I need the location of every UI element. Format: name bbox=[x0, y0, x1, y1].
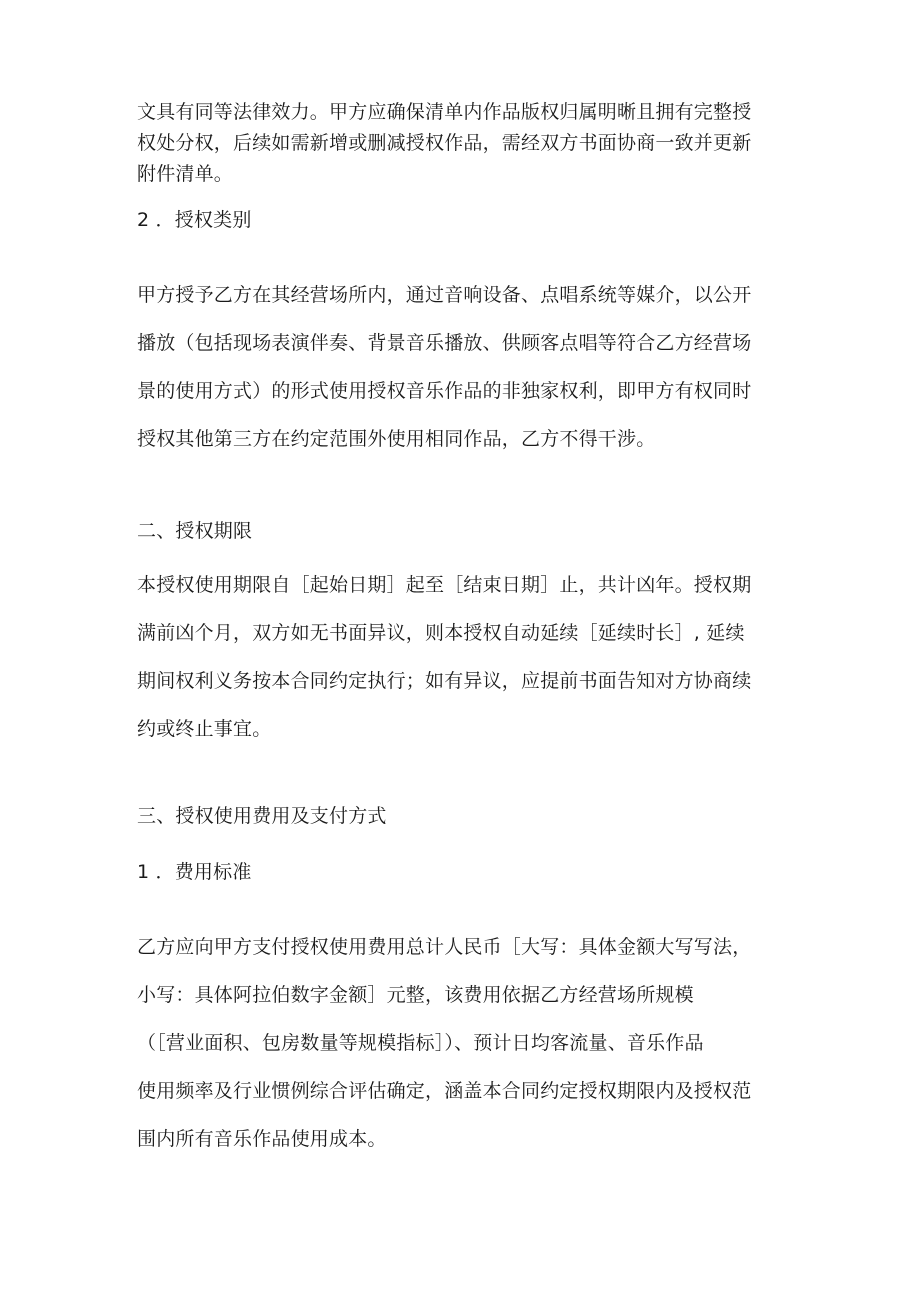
subheading-fee-standard: 1 ．费用标准 bbox=[137, 861, 252, 883]
text-line: （［营业面积、包房数量等规模指标］）、预计日均客流量、音乐作品 bbox=[137, 1032, 704, 1054]
paragraph-authorization-type bbox=[137, 271, 787, 463]
text-line: 权处分权，后续如需新增或删减授权作品，需经双方书面协商一致并更新 bbox=[137, 132, 752, 154]
section-title-fees-and-payment: 三、授权使用费用及支付方式 bbox=[137, 805, 387, 827]
text-line: 期间权利义务按本合同约定执行；如有异议，应提前书面告知对方协商续 bbox=[137, 670, 752, 692]
paragraph-continued bbox=[137, 97, 787, 190]
text-line: 播放（包括现场表演伴奏、背景音乐播放、供顾客点唱等符合乙方经营场 bbox=[137, 332, 752, 354]
text-line: 乙方应向甲方支付授权使用费用总计人民币［大写：具体金额大写写法， bbox=[137, 936, 752, 958]
subheading-authorization-type: 2 ．授权类别 bbox=[137, 209, 252, 231]
text-line: 景的使用方式）的形式使用授权音乐作品的非独家权利，即甲方有权同时 bbox=[137, 380, 752, 402]
text-line: 附件清单。 bbox=[137, 163, 234, 185]
text-line: 授权其他第三方在约定范围外使用相同作品，乙方不得干涉。 bbox=[137, 428, 656, 450]
text-line: 本授权使用期限自［起始日期］起至［结束日期］止，共计凶年。授权期 bbox=[137, 574, 752, 596]
text-line: 满前凶个月，双方如无书面异议，则本授权自动延续［延续时长］, 延续 bbox=[137, 622, 745, 644]
text-line: 围内所有音乐作品使用成本。 bbox=[137, 1128, 387, 1150]
text-line: 使用频率及行业惯例综合评估确定，涵盖本合同约定授权期限内及授权范 bbox=[137, 1080, 752, 1102]
paragraph-fee-standard bbox=[137, 923, 787, 1163]
section-title-authorization-term: 二、授权期限 bbox=[137, 520, 253, 542]
text-line: 约或终止事宜。 bbox=[137, 718, 272, 740]
text-line: 小写：具体阿拉伯数字金额］元整，该费用依据乙方经营场所规模 bbox=[137, 984, 694, 1006]
text-line: 甲方授予乙方在其经营场所内，通过音响设备、点唱系统等媒介，以公开 bbox=[137, 284, 752, 306]
paragraph-term bbox=[137, 561, 787, 753]
text-line: 文具有同等法律效力。甲方应确保清单内作品版权归属明晰且拥有完整授 bbox=[137, 101, 752, 123]
